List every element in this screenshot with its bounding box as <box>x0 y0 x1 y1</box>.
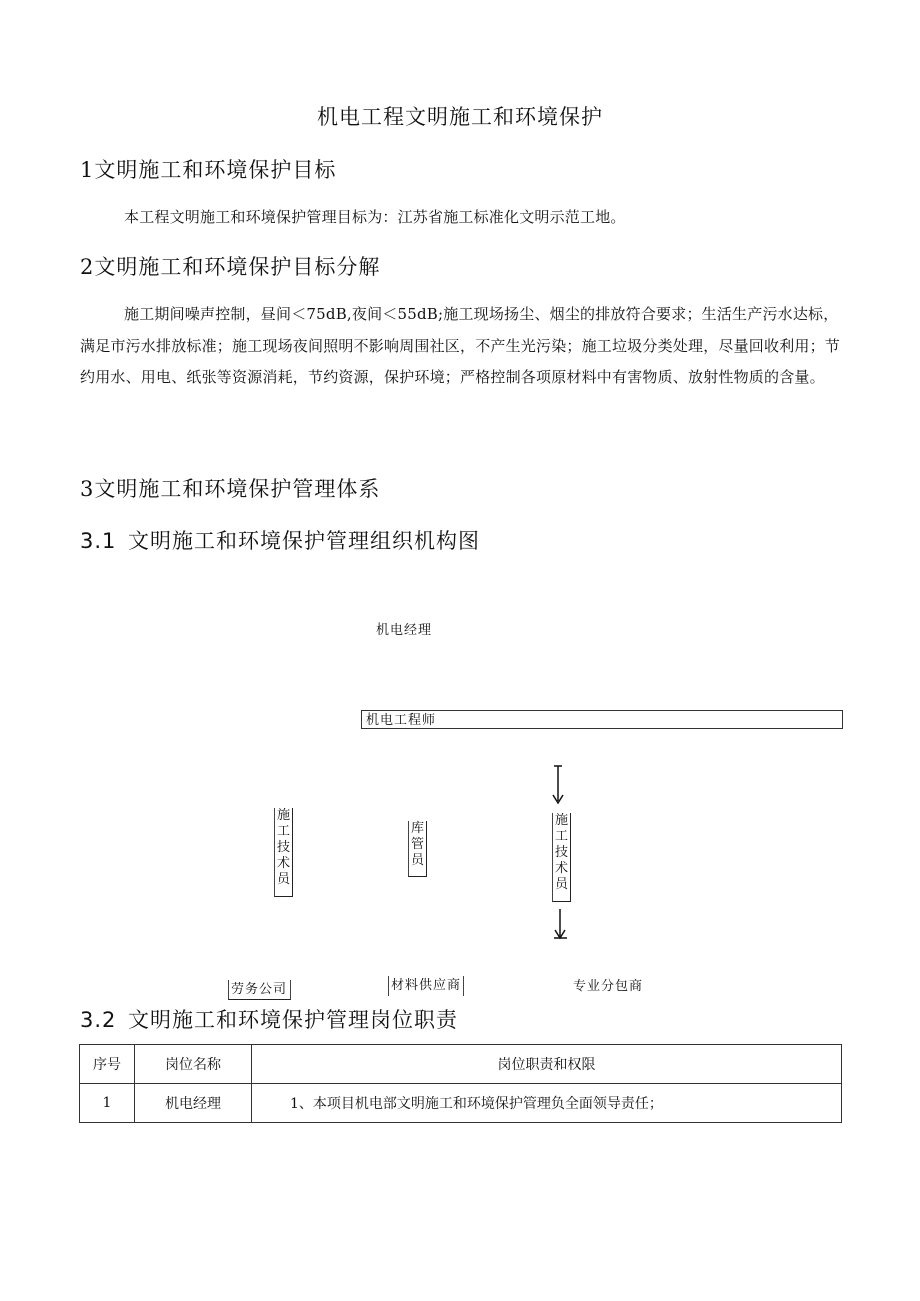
org-tech-right-char: 技 <box>554 845 568 860</box>
section-3-2-heading <box>80 1004 458 1034</box>
section-2-heading: 2文明施工和环境保护目标分解 <box>80 255 381 279</box>
org-tech-left-char: 技 <box>276 840 290 855</box>
org-subcontractor: 专业分包商 <box>573 979 644 994</box>
table-cell: 1、本项目机电部文明施工和环境保护管理负全面领导责任； <box>252 1084 842 1123</box>
table-cell: 机电经理 <box>135 1084 252 1123</box>
org-tech-left-char: 施 <box>276 808 290 823</box>
org-manager: 机电经理 <box>376 623 433 638</box>
org-tech-right-char: 术 <box>554 861 568 876</box>
org-labor-company: 劳务公司 <box>228 980 291 1000</box>
org-storekeeper-box <box>408 821 427 877</box>
table-header-cell: 序号 <box>80 1045 135 1084</box>
table-row <box>80 1084 842 1123</box>
duty-table <box>79 1044 842 1123</box>
table-header-cell: 岗位职责和权限 <box>252 1045 842 1084</box>
section-1-text: 本工程文明施工和环境保护管理目标为：江苏省施工标准化文明示范工地。 <box>124 208 626 226</box>
org-engineer-box <box>361 710 843 729</box>
org-material-supplier: 材料供应商 <box>388 976 464 996</box>
arrow-down-icon <box>552 908 572 942</box>
section-3-1-title: 文明施工和环境保护管理组织机构图 <box>128 529 480 553</box>
org-storekeeper-char: 员 <box>410 853 424 868</box>
org-tech-right-char: 员 <box>554 877 568 892</box>
arrow-down-icon <box>548 765 568 807</box>
org-storekeeper-char: 管 <box>410 837 424 852</box>
section-3-heading: 3文明施工和环境保护管理体系 <box>80 477 381 501</box>
table-header-row <box>80 1045 842 1084</box>
section-3-1-heading <box>80 525 480 555</box>
section-3-1-number: 3.1 <box>80 529 117 553</box>
org-tech-left-box <box>274 808 293 897</box>
org-tech-left-char: 员 <box>276 872 290 887</box>
org-storekeeper-char: 库 <box>410 821 424 836</box>
org-tech-right-box <box>552 813 571 902</box>
org-tech-right-char: 施 <box>554 813 568 828</box>
section-1-heading: 1文明施工和环境保护目标 <box>80 158 337 182</box>
section-3-2-number: 3.2 <box>80 1008 117 1032</box>
org-tech-left-char: 工 <box>276 824 290 839</box>
table-cell: 1 <box>80 1084 135 1123</box>
org-tech-left-char: 术 <box>276 856 290 871</box>
section-3-2-title: 文明施工和环境保护管理岗位职责 <box>128 1008 458 1032</box>
table-header-cell: 岗位名称 <box>135 1045 252 1084</box>
section-2-text: 施工期间噪声控制，昼间＜75dB,夜间＜55dB;施工现场扬尘、烟尘的排放符合要求；生活生产污水达标，满足市污水排放标准；施工现场夜间照明不影响周围社区，不产生光污染；施工垃圾分类处理，尽量回收利用；节约用水、用电、纸张等资源消耗，节约资源，保护环境；严格控制各项原材料中有害物质、放射性物质的含量。 <box>80 305 841 386</box>
org-engineer: 机电工程师 <box>366 713 437 728</box>
org-tech-right-char: 工 <box>554 829 568 844</box>
page-title: 机电工程文明施工和环境保护 <box>317 105 603 129</box>
